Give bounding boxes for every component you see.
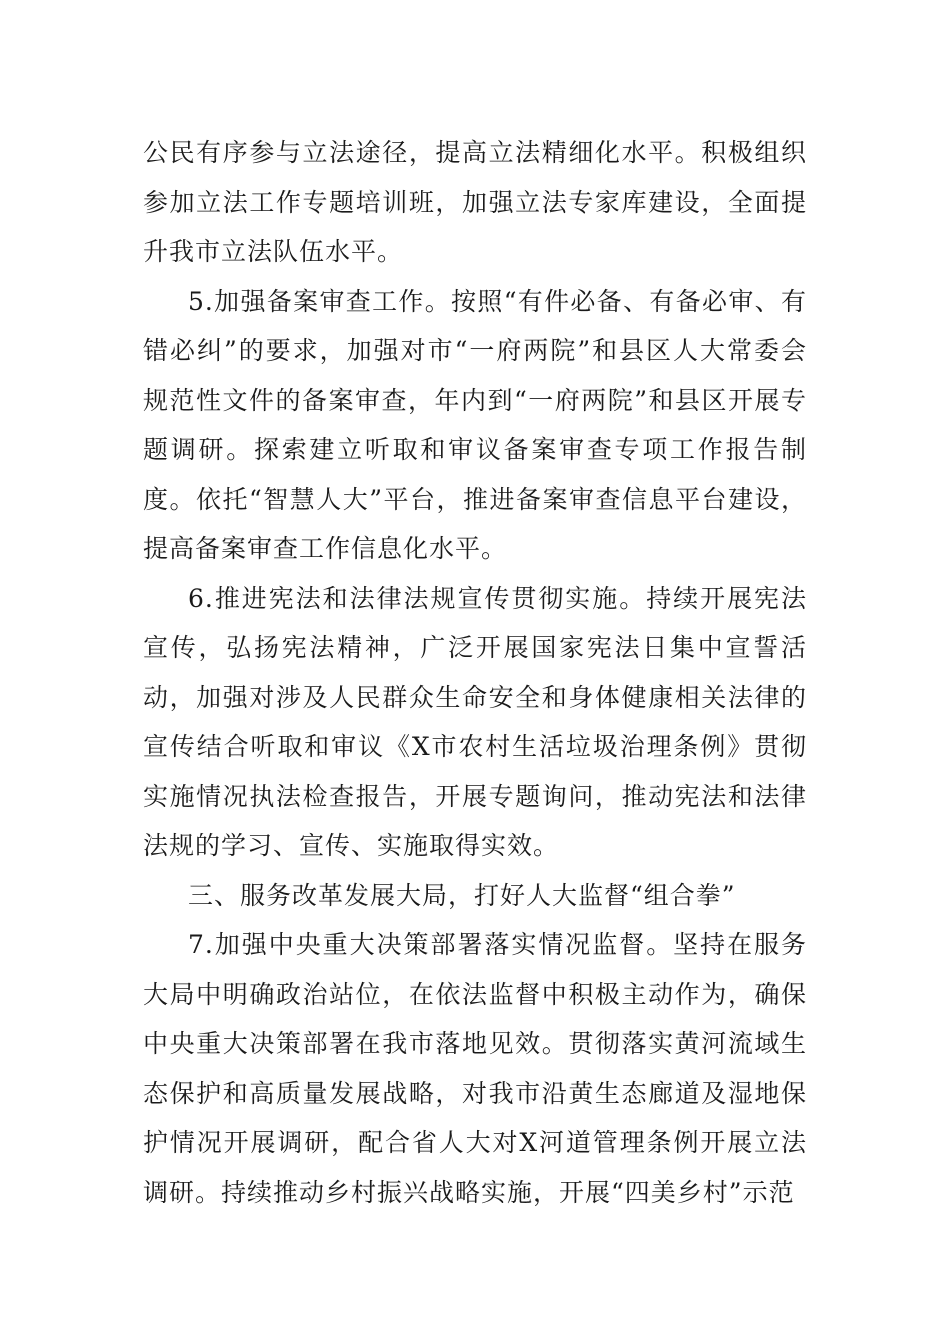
paragraph-item-5: 5.加强备案审查工作。按照“有件必备、有备必审、有错必纠”的要求，加强对市“一府两院”和县区人大常委会规范性文件的备案审查，年内到“一府两院”和县区开展专题调研。探索建立听取和审议备案审查专项工作报告制度。依托“智慧人大”平台，推进备案审查信息平台建设，提高备案审查工作信息化水平。	[143, 286, 807, 563]
paragraph-item-6: 6.推进宪法和法律法规宣传贯彻实施。持续开展宪法宣传，弘扬宪法精神，广泛开展国家宪法日集中宣誓活动，加强对涉及人民群众生命安全和身体健康相关法律的宣传结合听取和审议《X市农村生活垃圾治理条例》贯彻实施情况执法检查报告，开展专题询问，推动宪法和法律法规的学习、宣传、实施取得实效。	[143, 583, 807, 860]
paragraph-continued: 公民有序参与立法途径，提高立法精细化水平。积极组织参加立法工作专题培训班，加强立法专家库建设，全面提升我市立法队伍水平。	[143, 138, 807, 266]
document-body	[143, 128, 807, 1217]
section-heading-3: 三、服务改革发展大局，打好人大监督“组合拳”	[188, 880, 736, 910]
paragraph-item-7: 7.加强中央重大决策部署落实情况监督。坚持在服务大局中明确政治站位，在依法监督中积极主动作为，确保中央重大决策部署在我市落地见效。贯彻落实黄河流域生态保护和高质量发展战略，对我市沿黄生态廊道及湿地保护情况开展调研，配合省人大对X河道管理条例开展立法调研。持续推动乡村振兴战略实施，开展“四美乡村”示范	[143, 930, 807, 1207]
